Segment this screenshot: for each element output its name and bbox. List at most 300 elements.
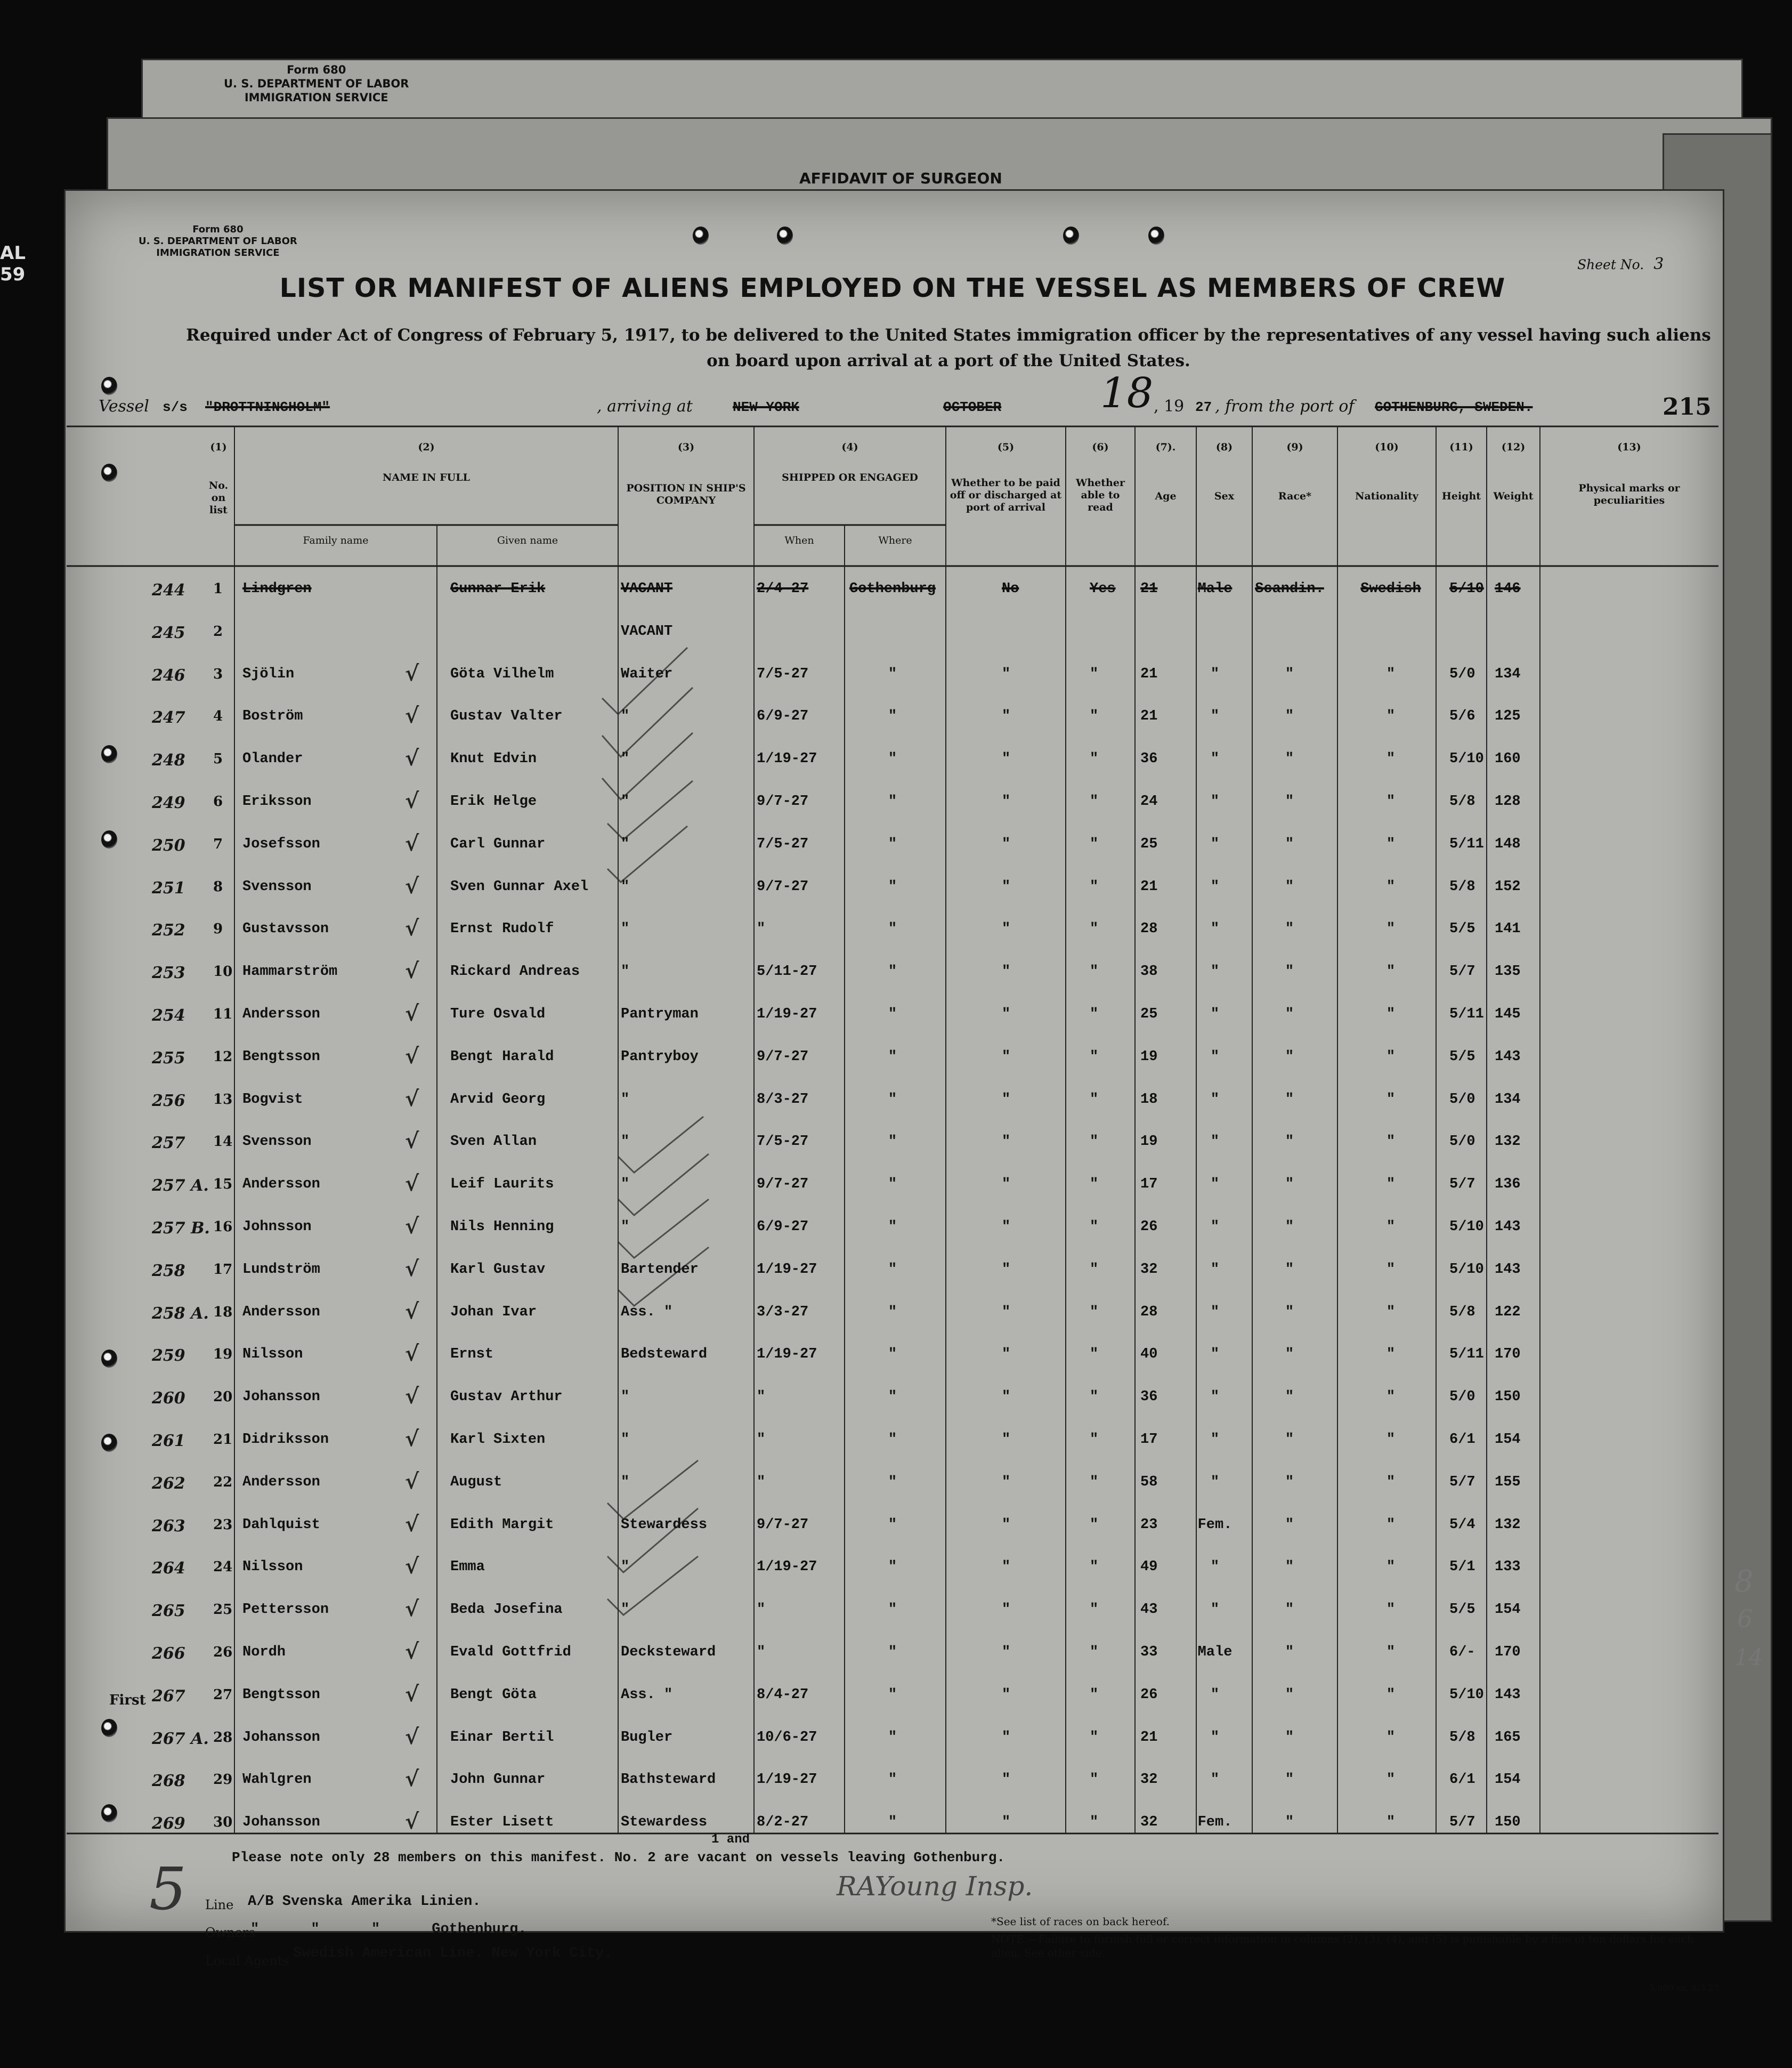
- check-mark-icon: √: [405, 1043, 419, 1069]
- check-mark-icon: √: [405, 1384, 419, 1409]
- check-mark-icon: √: [405, 1128, 419, 1154]
- from-port: GOTHENBURG, SWEDEN.: [1375, 399, 1533, 415]
- back-form-department: U. S. DEPARTMENT OF LABOR: [224, 77, 409, 90]
- weight-cell: 128: [1495, 794, 1521, 810]
- table-row: [0, 1256, 1792, 1304]
- check-mark-icon: √: [405, 1724, 419, 1749]
- able-to-read-cell: ": [1090, 1686, 1099, 1703]
- height-cell: 5/10: [1449, 1261, 1484, 1278]
- when-header: When: [784, 535, 814, 546]
- nationality-cell: ": [1386, 1261, 1396, 1278]
- paid-off-cell: ": [1002, 964, 1011, 980]
- shipped-when-cell: 9/7-27: [757, 1048, 809, 1065]
- table-row: [0, 660, 1792, 709]
- given-name-cell: Karl Sixten: [450, 1432, 546, 1448]
- position-cell: ": [621, 794, 630, 810]
- height-cell: 5/8: [1449, 878, 1475, 895]
- shipped-where-cell: ": [888, 1729, 897, 1746]
- row-number: 2: [213, 623, 223, 640]
- shipped-where-cell: Gothenburg: [849, 581, 936, 597]
- shipped-when-cell: 9/7-27: [757, 878, 809, 895]
- nationality-cell: ": [1386, 1474, 1396, 1490]
- margin-list-number: 256: [152, 1091, 185, 1110]
- able-to-read-cell: ": [1090, 1559, 1099, 1576]
- position-cell: ": [621, 1091, 630, 1108]
- given-name-header: Given name: [497, 535, 558, 546]
- able-to-read-cell: ": [1090, 1006, 1099, 1022]
- race-cell: ": [1285, 964, 1294, 980]
- age-cell: 19: [1140, 1048, 1158, 1065]
- age-cell: 21: [1140, 1729, 1158, 1746]
- shipped-where-cell: ": [888, 1346, 897, 1363]
- margin-number-five: 5: [149, 1855, 187, 1923]
- weight-cell: 150: [1495, 1389, 1521, 1405]
- vessel-prefix: s/s: [163, 399, 188, 415]
- weight-cell: 143: [1495, 1219, 1521, 1235]
- able-to-read-cell: ": [1090, 1346, 1099, 1363]
- weight-cell: 146: [1495, 581, 1521, 597]
- position-cell: Bugler: [621, 1729, 673, 1746]
- row-number: 14: [213, 1134, 233, 1150]
- race-cell: ": [1285, 1644, 1294, 1660]
- row-number: 13: [213, 1091, 233, 1108]
- row-number: 11: [213, 1006, 233, 1022]
- age-cell: 26: [1140, 1686, 1158, 1703]
- shipped-where-cell: ": [888, 1432, 897, 1448]
- nationality-cell: ": [1386, 1176, 1396, 1193]
- age-cell: 17: [1140, 1432, 1158, 1448]
- shipped-when-cell: 1/19-27: [757, 1559, 817, 1576]
- given-name-cell: Bengt Göta: [450, 1686, 537, 1703]
- able-to-read-cell: ": [1090, 708, 1099, 725]
- col12-header: Weight: [1493, 490, 1534, 502]
- family-name-cell: Nordh: [242, 1644, 286, 1660]
- shipped-where-cell: ": [888, 964, 897, 980]
- nationality-cell: ": [1386, 666, 1396, 682]
- family-name-cell: Boström: [242, 708, 303, 725]
- sex-cell: ": [1210, 751, 1220, 768]
- sex-cell: ": [1210, 1389, 1220, 1405]
- race-cell: ": [1285, 1048, 1294, 1065]
- col2-number: (2): [418, 441, 435, 453]
- able-to-read-cell: ": [1090, 1516, 1099, 1533]
- race-cell: ": [1285, 708, 1294, 725]
- line-value: A/B Svenska Amerika Linien.: [248, 1894, 481, 1910]
- age-cell: 32: [1140, 1261, 1158, 1278]
- row-number: 24: [213, 1559, 233, 1576]
- family-name-cell: Andersson: [242, 1006, 320, 1022]
- race-note: *See list of races on back hereof.: [991, 1915, 1170, 1928]
- from-port-label: , from the port of: [1215, 397, 1355, 416]
- shipped-when-cell: 1/19-27: [757, 1346, 817, 1363]
- weight-cell: 141: [1495, 921, 1521, 938]
- family-name-cell: Eriksson: [242, 794, 312, 810]
- position-cell: ": [621, 1134, 630, 1150]
- shipped-when-cell: ": [757, 1644, 766, 1660]
- family-name-cell: Sjölin: [242, 666, 295, 682]
- height-cell: 5/1: [1449, 1559, 1475, 1576]
- margin-list-number: 253: [152, 964, 185, 983]
- shipped-when-cell: ": [757, 1432, 766, 1448]
- agents-value: Swedish American Line. New York City.: [293, 1945, 613, 1961]
- table-row: [0, 1639, 1792, 1687]
- col2-header: NAME IN FULL: [383, 472, 470, 483]
- height-cell: 5/0: [1449, 666, 1475, 682]
- sex-cell: ": [1210, 1219, 1220, 1235]
- back-form-header: [224, 63, 409, 104]
- height-cell: 5/11: [1449, 836, 1484, 852]
- form-service: IMMIGRATION SERVICE: [156, 247, 280, 258]
- shipped-when-cell: 9/7-27: [757, 1516, 809, 1533]
- margin-list-number: 264: [152, 1559, 185, 1578]
- back-form-number: Form 680: [287, 63, 346, 76]
- shipped-where-cell: ": [888, 751, 897, 768]
- height-cell: 5/7: [1449, 1814, 1475, 1831]
- row-number: 29: [213, 1772, 233, 1788]
- position-cell: ": [621, 1432, 630, 1448]
- sex-cell: ": [1210, 1602, 1220, 1618]
- sex-cell: ": [1210, 1559, 1220, 1576]
- shipped-where-cell: ": [888, 1686, 897, 1703]
- family-name-cell: Lindgren: [242, 581, 312, 597]
- table-row: [0, 1086, 1792, 1134]
- shipped-where-cell: ": [888, 1261, 897, 1278]
- margin-list-number: 257: [152, 1134, 185, 1153]
- position-cell: ": [621, 1559, 630, 1576]
- paid-off-cell: No: [1002, 581, 1019, 597]
- given-name-cell: Knut Edvin: [450, 751, 537, 768]
- weight-cell: 136: [1495, 1176, 1521, 1193]
- able-to-read-cell: ": [1090, 1176, 1099, 1193]
- sex-cell: Male: [1197, 1644, 1232, 1660]
- race-cell: ": [1285, 878, 1294, 895]
- col13-header: Physical marks or peculiarities: [1578, 482, 1680, 506]
- weight-cell: 135: [1495, 964, 1521, 980]
- nationality-cell: ": [1386, 1686, 1396, 1703]
- check-mark-icon: √: [405, 1596, 419, 1622]
- check-mark-icon: √: [405, 1214, 419, 1239]
- age-cell: 28: [1140, 921, 1158, 938]
- able-to-read-cell: ": [1090, 964, 1099, 980]
- age-cell: 40: [1140, 1346, 1158, 1363]
- check-mark-icon: √: [405, 916, 419, 941]
- weight-cell: 122: [1495, 1304, 1521, 1320]
- arriving-label: , arriving at: [597, 397, 693, 416]
- paid-off-cell: ": [1002, 794, 1011, 810]
- sex-cell: ": [1210, 1686, 1220, 1703]
- race-cell: ": [1285, 1474, 1294, 1490]
- race-cell: ": [1285, 1091, 1294, 1108]
- given-name-cell: Edith Margit: [450, 1516, 554, 1533]
- race-cell: ": [1285, 1516, 1294, 1533]
- paid-off-cell: ": [1002, 708, 1011, 725]
- shipped-where-cell: ": [888, 708, 897, 725]
- age-cell: 49: [1140, 1559, 1158, 1576]
- table-row: [0, 873, 1792, 922]
- shipped-when-cell: 8/2-27: [757, 1814, 809, 1831]
- race-cell: ": [1285, 1176, 1294, 1193]
- check-mark-icon: √: [405, 958, 419, 984]
- age-cell: 26: [1140, 1219, 1158, 1235]
- race-cell: ": [1285, 1559, 1294, 1576]
- sex-cell: ": [1210, 836, 1220, 852]
- arrival-day: 18: [1100, 369, 1154, 417]
- margin-list-number: 244: [152, 581, 185, 600]
- position-cell: VACANT: [621, 581, 673, 597]
- nationality-cell: Swedish: [1360, 581, 1421, 597]
- weight-cell: 134: [1495, 1091, 1521, 1108]
- nationality-cell: ": [1386, 1602, 1396, 1618]
- position-cell: Bedsteward: [621, 1346, 708, 1363]
- nationality-cell: ": [1386, 1814, 1396, 1831]
- col12-number: (12): [1501, 441, 1526, 453]
- paid-off-cell: ": [1002, 921, 1011, 938]
- shipped-where-cell: ": [888, 1516, 897, 1533]
- age-cell: 21: [1140, 708, 1158, 725]
- table-row: [0, 1128, 1792, 1176]
- sheet-number-label: Sheet No.: [1577, 257, 1644, 272]
- table-row: [0, 1724, 1792, 1772]
- able-to-read-cell: ": [1090, 878, 1099, 895]
- paid-off-cell: ": [1002, 878, 1011, 895]
- able-to-read-cell: ": [1090, 1432, 1099, 1448]
- check-mark-icon: √: [405, 1554, 419, 1579]
- table-row: [0, 830, 1792, 879]
- position-cell: Stewardess: [621, 1814, 708, 1831]
- family-name-cell: Nilsson: [242, 1346, 303, 1363]
- sex-cell: ": [1210, 666, 1220, 682]
- position-cell: ": [621, 964, 630, 980]
- row-number: 28: [213, 1729, 233, 1746]
- age-cell: 17: [1140, 1176, 1158, 1193]
- race-cell: ": [1285, 1219, 1294, 1235]
- subtitle-line-1: Required under Act of Congress of February 5, 1917, to be delivered to the United States immigration officer by the representatives of any vessel having such aliens: [186, 326, 1711, 345]
- race-cell: ": [1285, 794, 1294, 810]
- sex-cell: ": [1210, 1048, 1220, 1065]
- col8-header: Sex: [1214, 490, 1235, 502]
- shipped-when-cell: 8/4-27: [757, 1686, 809, 1703]
- shipped-where-cell: ": [888, 836, 897, 852]
- race-cell: ": [1285, 1772, 1294, 1788]
- col3-header: POSITION IN SHIP'S COMPANY: [626, 482, 746, 506]
- age-cell: 21: [1140, 581, 1158, 597]
- paid-off-cell: ": [1002, 1134, 1011, 1150]
- able-to-read-cell: ": [1090, 794, 1099, 810]
- given-name-cell: Einar Bertil: [450, 1729, 554, 1746]
- height-cell: 5/10: [1449, 1686, 1484, 1703]
- margin-list-number: 267: [152, 1686, 185, 1706]
- margin-list-number: 245: [152, 623, 185, 642]
- table-row: [0, 1468, 1792, 1517]
- family-name-cell: Gustavsson: [242, 921, 329, 938]
- row-number: 5: [213, 751, 223, 768]
- check-mark-icon: √: [405, 746, 419, 771]
- given-name-cell: Bengt Harald: [450, 1048, 554, 1065]
- family-name-cell: Johansson: [242, 1814, 320, 1831]
- margin-list-number: 261: [152, 1432, 185, 1450]
- weight-cell: 143: [1495, 1261, 1521, 1278]
- margin-list-number: 246: [152, 666, 185, 685]
- paid-off-cell: ": [1002, 1091, 1011, 1108]
- first-class-margin-note: First: [109, 1692, 146, 1708]
- nationality-cell: ": [1386, 1516, 1396, 1533]
- row-number: 30: [213, 1814, 233, 1831]
- margin-list-number: 260: [152, 1389, 185, 1408]
- paid-off-cell: ": [1002, 1389, 1011, 1405]
- able-to-read-cell: ": [1090, 1261, 1099, 1278]
- height-cell: 5/11: [1449, 1346, 1484, 1363]
- row-number: 23: [213, 1516, 233, 1533]
- shipped-where-cell: ": [888, 1219, 897, 1235]
- weight-cell: 132: [1495, 1516, 1521, 1533]
- weight-cell: 165: [1495, 1729, 1521, 1746]
- nationality-cell: ": [1386, 1304, 1396, 1320]
- race-cell: ": [1285, 666, 1294, 682]
- height-cell: 5/0: [1449, 1389, 1475, 1405]
- family-name-cell: Johnsson: [242, 1219, 312, 1235]
- height-cell: 5/0: [1449, 1091, 1475, 1108]
- family-name-header: Family name: [303, 535, 369, 546]
- weight-cell: 155: [1495, 1474, 1521, 1490]
- height-cell: 5/8: [1449, 794, 1475, 810]
- sheet-number: [1577, 255, 1664, 273]
- able-to-read-cell: Yes: [1090, 581, 1116, 597]
- year-prefix: , 19: [1154, 397, 1185, 416]
- given-name-cell: Emma: [450, 1559, 485, 1576]
- row-number: 20: [213, 1389, 233, 1405]
- sex-cell: Male: [1197, 581, 1232, 597]
- table-row: [0, 1426, 1792, 1474]
- age-cell: 24: [1140, 794, 1158, 810]
- nationality-cell: ": [1386, 1006, 1396, 1022]
- position-cell: ": [621, 921, 630, 938]
- shipped-when-cell: ": [757, 1389, 766, 1405]
- paid-off-cell: ": [1002, 1346, 1011, 1363]
- owners-value: " " " Gothenburg.: [250, 1921, 527, 1937]
- left-edge-mark: 59: [0, 264, 26, 285]
- race-cell: ": [1285, 751, 1294, 768]
- sex-cell: ": [1210, 1304, 1220, 1320]
- nationality-cell: ": [1386, 1048, 1396, 1065]
- row-number: 6: [213, 794, 223, 810]
- paid-off-cell: ": [1002, 1176, 1011, 1193]
- age-cell: 21: [1140, 878, 1158, 895]
- family-name-cell: Lundström: [242, 1261, 320, 1278]
- margin-list-number: 266: [152, 1644, 185, 1663]
- check-mark-icon: √: [405, 1766, 419, 1792]
- weight-cell: 160: [1495, 751, 1521, 768]
- nationality-cell: ": [1386, 1219, 1396, 1235]
- height-cell: 5/7: [1449, 1176, 1475, 1193]
- paid-off-cell: ": [1002, 1219, 1011, 1235]
- nationality-cell: ": [1386, 1346, 1396, 1363]
- table-row: [0, 1214, 1792, 1262]
- age-cell: 36: [1140, 1389, 1158, 1405]
- col10-number: (10): [1375, 441, 1399, 453]
- paid-off-cell: ": [1002, 1814, 1011, 1831]
- shipped-when-cell: 9/7-27: [757, 794, 809, 810]
- check-mark-icon: √: [405, 788, 419, 813]
- race-cell: ": [1285, 1729, 1294, 1746]
- age-cell: 21: [1140, 666, 1158, 682]
- position-cell: VACANT: [621, 623, 673, 640]
- left-edge-marks: [0, 243, 26, 285]
- table-row: [0, 1511, 1792, 1560]
- footer-insert: 1 and: [711, 1832, 750, 1847]
- position-cell: ": [621, 1176, 630, 1193]
- able-to-read-cell: ": [1090, 1091, 1099, 1108]
- age-cell: 33: [1140, 1644, 1158, 1660]
- paid-off-cell: ": [1002, 1516, 1011, 1533]
- height-cell: 6/1: [1449, 1432, 1475, 1448]
- shipped-where-cell: ": [888, 1134, 897, 1150]
- shipped-where-cell: ": [888, 1006, 897, 1022]
- able-to-read-cell: ": [1090, 1644, 1099, 1660]
- check-mark-icon: √: [405, 1001, 419, 1026]
- punch-hole: [777, 227, 793, 245]
- paid-off-cell: ": [1002, 1474, 1011, 1490]
- form-header: [139, 224, 297, 259]
- able-to-read-cell: ": [1090, 666, 1099, 682]
- weight-cell: 150: [1495, 1814, 1521, 1831]
- shipped-when-cell: 1/19-27: [757, 1772, 817, 1788]
- right-margin-number: 8: [1734, 1564, 1754, 1599]
- shipped-when-cell: 1/19-27: [757, 1261, 817, 1278]
- position-cell: Pantryboy: [621, 1048, 699, 1065]
- col4-header: SHIPPED OR ENGAGED: [782, 472, 918, 483]
- able-to-read-cell: ": [1090, 1814, 1099, 1831]
- weight-cell: 170: [1495, 1346, 1521, 1363]
- family-name-cell: Nilsson: [242, 1559, 303, 1576]
- row-number: 26: [213, 1644, 233, 1660]
- position-cell: Bathsteward: [621, 1772, 716, 1788]
- race-cell: ": [1285, 1602, 1294, 1618]
- sex-cell: ": [1210, 1091, 1220, 1108]
- race-cell: ": [1285, 1686, 1294, 1703]
- age-cell: 32: [1140, 1772, 1158, 1788]
- sex-cell: ": [1210, 964, 1220, 980]
- shipped-when-cell: 1/19-27: [757, 751, 817, 768]
- nationality-cell: ": [1386, 751, 1396, 768]
- left-edge-mark: AL: [0, 243, 26, 264]
- margin-list-number: 251: [152, 878, 185, 898]
- able-to-read-cell: ": [1090, 751, 1099, 768]
- check-mark-icon: √: [405, 703, 419, 729]
- age-cell: 58: [1140, 1474, 1158, 1490]
- shipped-when-cell: 8/3-27: [757, 1091, 809, 1108]
- margin-list-number: 259: [152, 1346, 185, 1366]
- shipped-when-cell: ": [757, 1474, 766, 1490]
- check-mark-icon: √: [405, 1298, 419, 1324]
- able-to-read-cell: ": [1090, 1772, 1099, 1788]
- page-number: 215: [1663, 393, 1712, 421]
- sex-cell: ": [1210, 921, 1220, 938]
- shipped-when-cell: 7/5-27: [757, 1134, 809, 1150]
- position-cell: Decksteward: [621, 1644, 716, 1660]
- family-name-cell: Josefsson: [242, 836, 320, 852]
- given-name-cell: Arvid Georg: [450, 1091, 546, 1108]
- able-to-read-cell: ": [1090, 836, 1099, 852]
- sex-cell: ": [1210, 708, 1220, 725]
- given-name-cell: Karl Gustav: [450, 1261, 546, 1278]
- affidavit-heading: AFFIDAVIT OF SURGEON: [799, 169, 1002, 187]
- table-row: [0, 1554, 1792, 1602]
- nationality-cell: ": [1386, 1091, 1396, 1108]
- margin-list-number: 248: [152, 751, 185, 770]
- age-cell: 23: [1140, 1516, 1158, 1533]
- weight-cell: 154: [1495, 1602, 1521, 1618]
- check-mark-icon: √: [405, 1809, 419, 1835]
